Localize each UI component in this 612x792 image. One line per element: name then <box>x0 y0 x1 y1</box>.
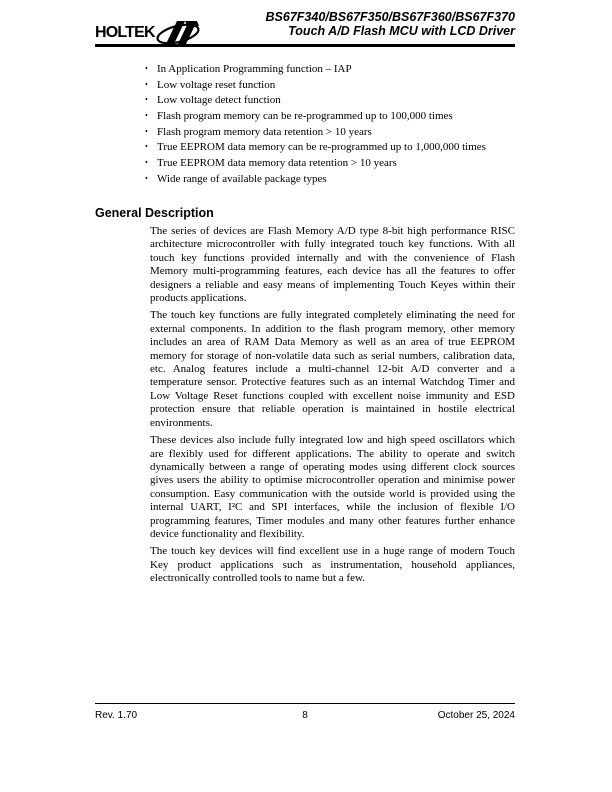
feature-text: True EEPROM data memory data retention > 10 years <box>157 157 397 170</box>
feature-text: True EEPROM data memory can be re-programmed up to 1,000,000 times <box>157 141 486 154</box>
footer-revision: Rev. 1.70 <box>95 710 138 721</box>
feature-text: Low voltage detect function <box>157 94 281 107</box>
feature-item <box>145 95 486 106</box>
header-titles <box>266 10 515 38</box>
feature-item <box>145 127 486 138</box>
header-title-line2: Touch A/D Flash MCU with LCD Driver <box>288 24 515 38</box>
feature-item <box>145 80 486 91</box>
footer-page-number: 8 <box>302 710 308 721</box>
feature-text: Wide range of available package types <box>157 172 327 185</box>
header-title-line1: BS67F340/BS67F350/BS67F360/BS67F370 <box>265 10 515 24</box>
feature-item <box>145 64 486 75</box>
footer-date: October 25, 2024 <box>437 710 515 721</box>
bullet-icon: • <box>145 79 148 89</box>
bullet-icon: • <box>145 111 148 121</box>
bullet-icon: • <box>145 95 148 105</box>
bullet-icon: • <box>145 126 148 136</box>
paragraph: The touch key devices will find excellent use in a huge range of modern Touch Key product applications such as instrumentation, household appliances, electronically controlled tools to name but a few. <box>150 545 515 585</box>
feature-text: Flash program memory can be re-programmed up to 100,000 times <box>157 110 453 123</box>
paragraph: These devices also include fully integrated low and high speed oscillators which are flexibly used for different applications. The ability to operate and switch dynamically between a range of operating modes using different clock sources gives users the ability to optimise microcontroller operation and minimise power consumption. Easy communication with the outside world is provided using the internal UART, I²C and SPI interfaces, while the inclusion of flexible I/O programming features, Timer modules and many other features further enhance device functionality and flexibility. <box>150 434 515 540</box>
paragraph: The touch key functions are fully integrated completely eliminating the need for external components. In addition to the flash program memory, other memory includes an area of RAM Data Memory as well as an area of true EEPROM memory for storage of non-volatile data such as serial numbers, calibration data, etc. Analog features include a multi-channel 12-bit A/D converter and a temperature sensor. Protective features such as an internal Watchdog Timer and Low Voltage Reset functions coupled with excellent noise immunity and ESD protection ensure that reliable operation is maintained in hostile electrical environments. <box>150 309 515 429</box>
feature-item <box>145 142 486 153</box>
footer-rule <box>95 703 515 704</box>
holtek-logo-text: HOLTEK <box>95 24 155 41</box>
general-description-body <box>150 225 515 590</box>
section-heading-general-description: General Description <box>95 206 214 220</box>
feature-list <box>145 64 486 190</box>
page-header <box>95 8 515 48</box>
feature-item <box>145 158 486 169</box>
bullet-icon: • <box>145 158 148 168</box>
page-footer <box>95 709 515 723</box>
paragraph: The series of devices are Flash Memory A/D type 8-bit high performance RISC architecture microcontroller with fully integrated touch key functions. With all touch key functions provided internally and with the convenience of Flash Memory multi-programming features, each device has all the features to offer designers a reliable and easy means of implementing Touch Keyes within their products applications. <box>150 225 515 305</box>
header-rule <box>95 44 515 47</box>
feature-text: Flash program memory data retention > 10 years <box>157 125 372 138</box>
bullet-icon: • <box>145 142 148 152</box>
bullet-icon: • <box>145 64 148 73</box>
feature-text: In Application Programming function – IAP <box>157 63 352 75</box>
feature-item <box>145 174 486 185</box>
feature-text: Low voltage reset function <box>157 78 276 91</box>
feature-item <box>145 111 486 122</box>
bullet-icon: • <box>145 173 148 183</box>
